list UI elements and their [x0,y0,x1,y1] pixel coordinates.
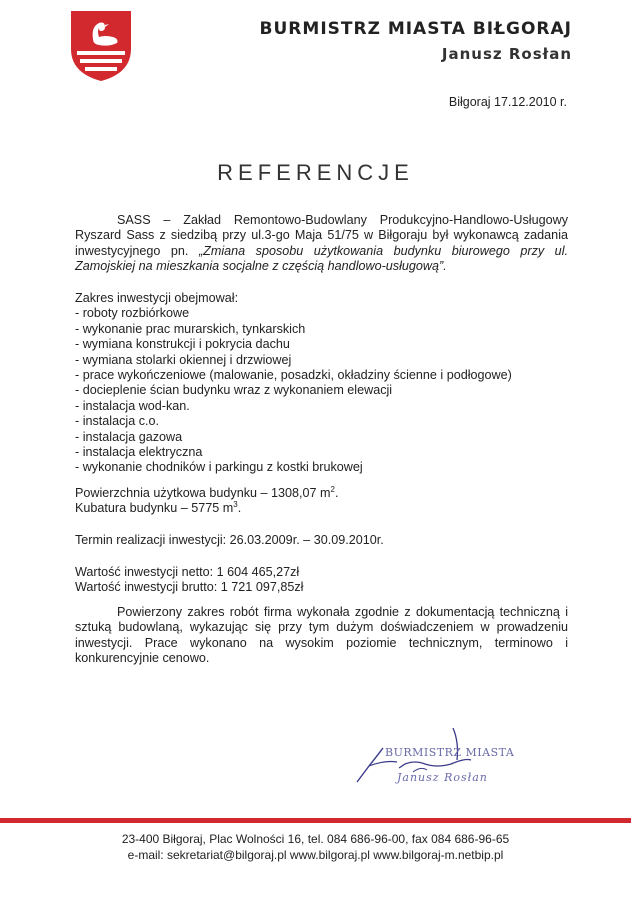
closing-paragraph: Powierzony zakres robót firma wykonała zgodnie z dokumentacją techniczną i sztuką budowlaną, wykazując się przy tym dużym doświadczeniem w prowadzeniu inwestycji. Prace wykonano na wysokim poziomie technicznym, terminowo i konkurencyjnie cenowo. [75,605,568,666]
cubature-end: . [237,501,242,516]
scope-heading: Zakres inwestycji obejmował: [75,291,239,305]
header-title: BURMISTRZ MIASTA BIŁGORAJ [259,19,572,39]
intro-lead: SASS – Zakład Remontowo-Budowlany Produkcyjno-Handlowo-Usługowy Ryszard Sass z siedzibą przy ul.3-go Maja 51/75 w Biłgoraju był wykonawcą zadania inwestycyjnego pn. [75,213,568,258]
cubature-text: Kubatura budynku – 5775 m [75,501,234,516]
usable-area-end: . [334,486,339,500]
investment-name: „Zmiana sposobu użytkowania budynku biurowego przy ul. Zamojskiej na mieszkania socjalne z częścią handlowo-usługową”. [75,243,568,274]
city-coat-of-arms-icon [69,9,133,83]
scope-item: - wykonanie prac murarskich, tynkarskich [75,321,306,336]
area-section [75,486,568,517]
signature-stamp-title: BURMISTRZ MIASTA [385,746,515,759]
scope-item: - instalacja wod-kan. [75,398,190,413]
place-and-date: Biłgoraj 17.12.2010 r. [448,95,567,109]
scope-item: - wymiana konstrukcji i pokrycia dachu [75,337,290,352]
scope-item: - wymiana stolarki okiennej i drzwiowej [75,352,292,367]
scope-item: - instalacja elektryczna [75,445,203,460]
cubature-line [75,501,568,516]
scope-item: - docieplenie ścian budynku wraz z wykonaniem elewacji [75,383,393,398]
net-value-line: Wartość inwestycji netto: 1 604 465,27zł [75,565,300,579]
footer-address: 23-400 Biłgoraj, Plac Wolności 16, tel. 084 686-96-00, fax 084 686-96-65 [121,832,510,846]
cubature-unit-exp: 3 [233,500,238,510]
scope-item: - instalacja c.o. [75,414,159,429]
footer-contacts: e-mail: sekretariat@bilgoraj.pl www.bilgoraj.pl www.bilgoraj-m.netbip.pl [127,848,504,862]
scope-item: - roboty rozbiórkowe [75,306,190,321]
footer-divider [0,818,631,823]
signature-block [355,720,515,790]
gross-value-line: Wartość inwestycji brutto: 1 721 097,85zł [75,580,304,595]
scope-item: - wykonanie chodników i parkingu z kostki brukowej [75,460,363,475]
header-name: Janusz Rosłan [441,45,572,63]
intro-paragraph [75,213,568,275]
usable-area-unit-exp: 2 [330,484,335,494]
scope-item: - instalacja gazowa [75,429,183,444]
document-title: REFERENCJE [217,160,414,185]
usable-area-text: Powierzchnia użytkowa budynku – 1308,07 m [75,486,331,500]
usable-area-line [75,486,568,501]
signature-stamp-name: Janusz Rosłan [397,771,488,784]
term-line: Termin realizacji inwestycji: 26.03.2009r. – 30.09.2010r. [75,533,384,547]
value-section [75,565,568,596]
scope-item: - prace wykończeniowe (malowanie, posadzki, okładziny ścienne i podłogowe) [75,368,512,383]
scope-section [75,291,568,476]
